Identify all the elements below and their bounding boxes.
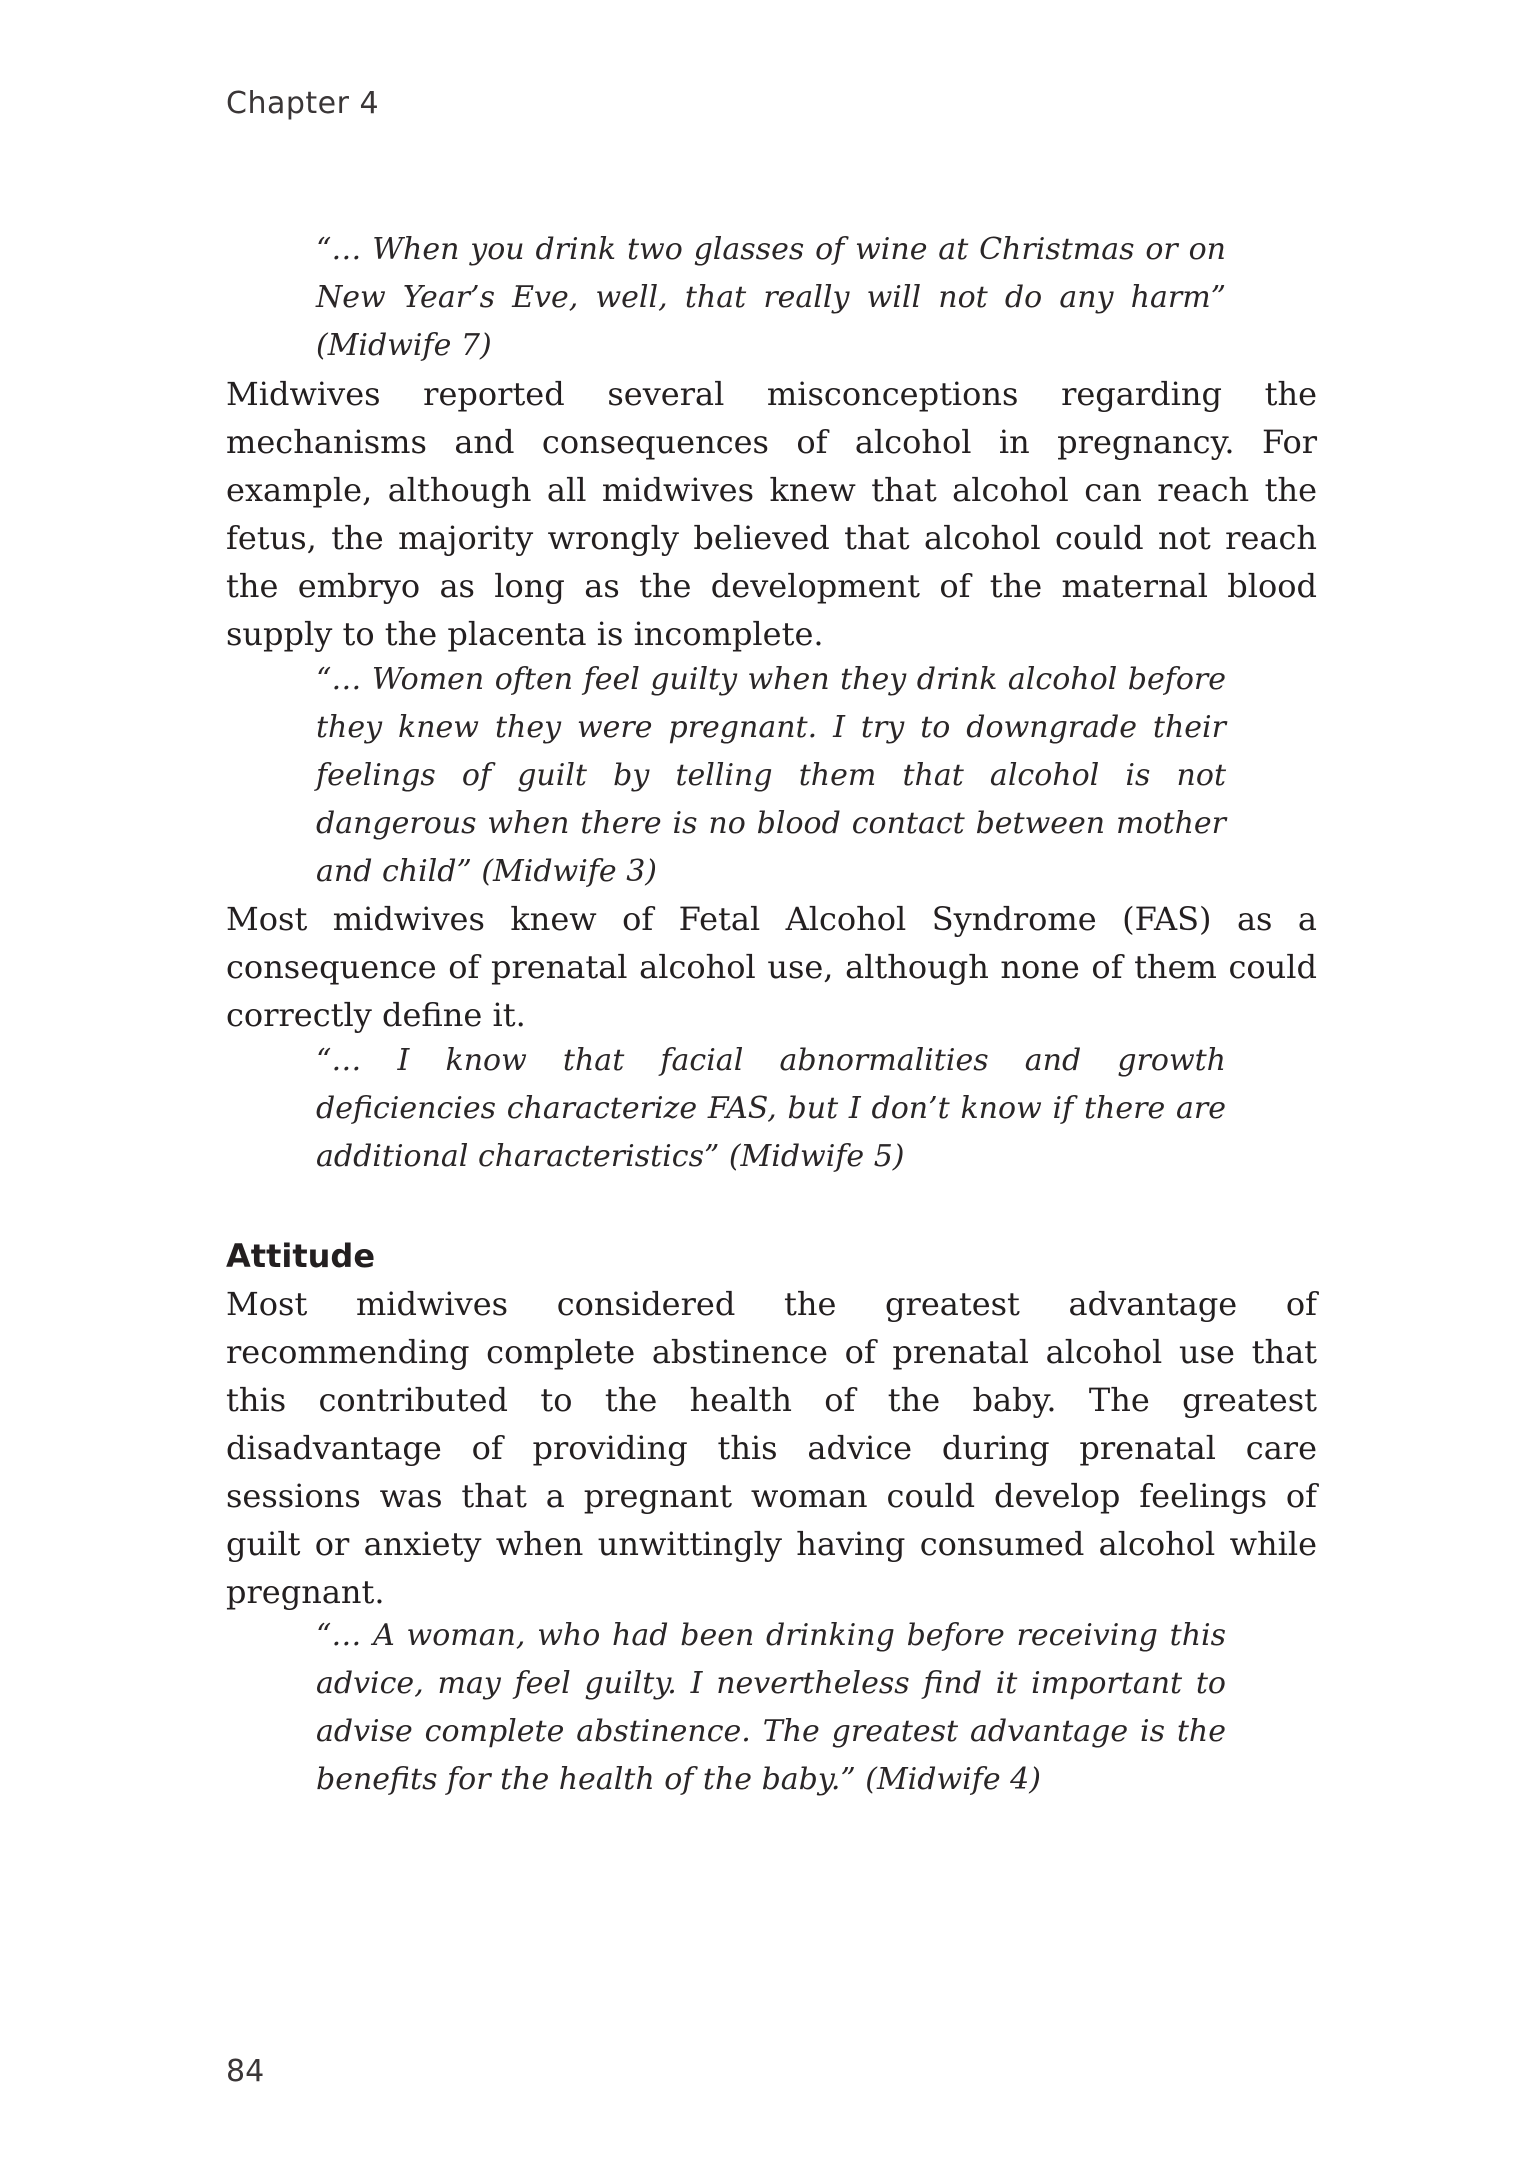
body-paragraph-misconceptions: Midwives reported several misconceptions regarding the mechanisms and consequences of alcohol in pregnancy. For example, although all midwives knew that alcohol can reach the fetus, the majority wrongly believed that alcohol could not reach the embryo as long as the development of the maternal blood supply to the placenta is incomplete. xyxy=(226,375,1317,653)
block-quote-midwife-7: “… When you drink two glasses of wine at Christmas or on New Year’s Eve, well, that really will not do any harm” (Midwife 7) xyxy=(316,232,1226,363)
body-paragraph-attitude: Most midwives considered the greatest advantage of recommending complete abstinence of prenatal alcohol use that this contributed to the health of the baby. The greatest disadvantage of providing this advice during prenatal care sessions was that a pregnant woman could develop feelings of guilt or anxiety when unwittingly having consumed alcohol while pregnant. xyxy=(226,1285,1317,1611)
block-quote-midwife-5: “… I know that facial abnormalities and growth deficiencies characterize FAS, but I don’t know if there are additional characteristics” (Midwife 5) xyxy=(316,1043,1226,1174)
section-heading-attitude: Attitude xyxy=(226,1237,376,1275)
block-quote-midwife-4: “… A woman, who had been drinking before receiving this advice, may feel guilty. I nevertheless find it important to advise complete abstinence. The greatest advantage is the benefits for the health of the baby.” (Midwife 4) xyxy=(316,1618,1226,1797)
running-head: Chapter 4 xyxy=(226,86,380,121)
block-quote-midwife-3: “… Women often feel guilty when they drink alcohol before they knew they were pregnant. I try to downgrade their feelings of guilt by telling them that alcohol is not dangerous when there is no blood contact between mother and child” (Midwife 3) xyxy=(316,662,1226,889)
body-paragraph-fas: Most midwives knew of Fetal Alcohol Syndrome (FAS) as a consequence of prenatal alcohol use, although none of them could correctly define it. xyxy=(226,900,1317,1034)
page-number: 84 xyxy=(226,2054,265,2089)
